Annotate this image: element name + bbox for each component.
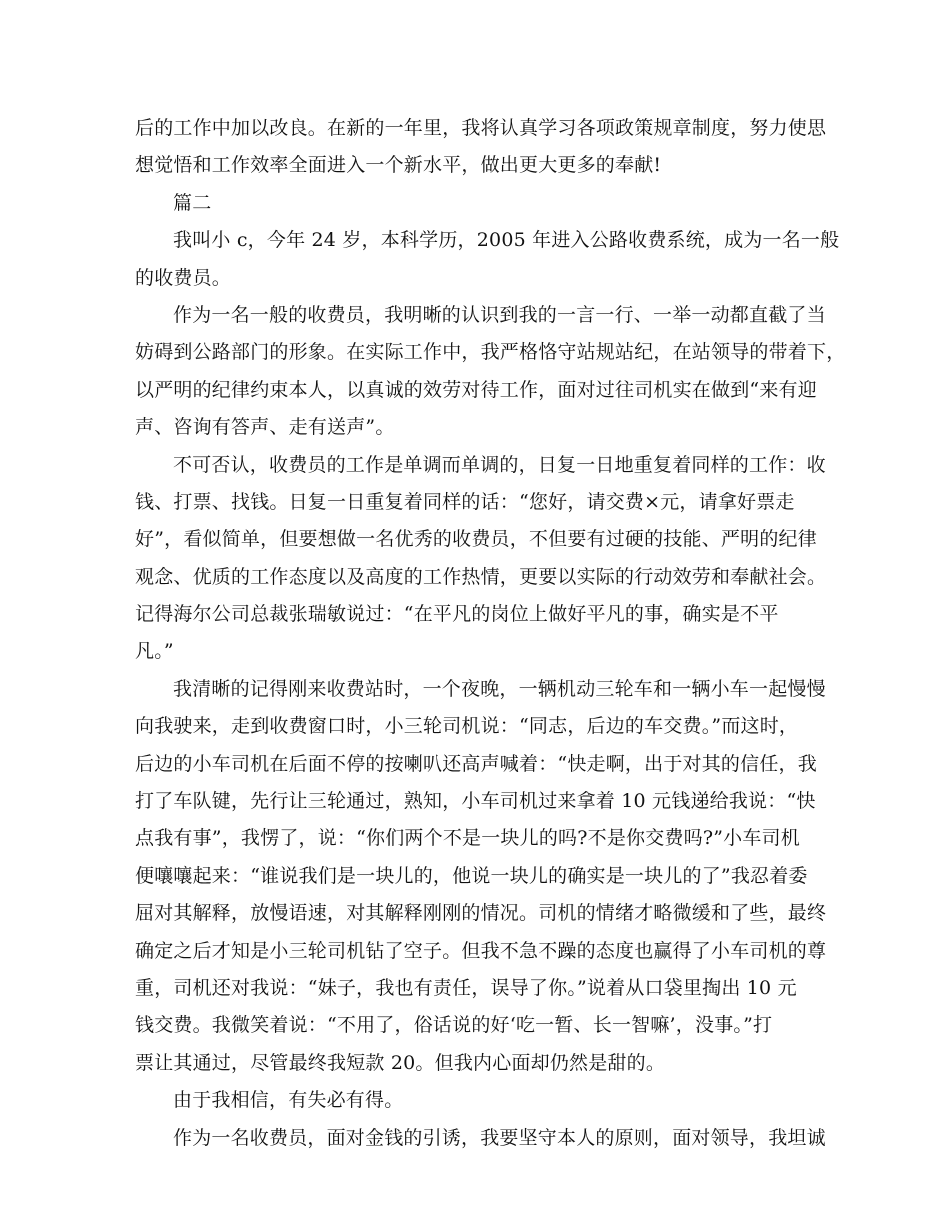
text-line: 声、咨询有答声、走有送声”。 (135, 416, 395, 439)
text-line: 的收费员。 (135, 266, 232, 289)
text-line: 由于我相信，有失必有得。 (173, 1089, 404, 1112)
text-line: 便嚷嚷起来：“谁说我们是一块儿的，他说一块儿的确实是一块儿的了”我忍着委 (135, 864, 808, 887)
text-line: 钱、打票、找钱。日复一日重复着同样的话：“您好，请交费×元，请拿好票走 (135, 490, 795, 513)
text-line: 后的工作中加以改良。在新的一年里，我将认真学习各项政策规章制度，努力使思 (135, 117, 827, 139)
text-line: 想觉悟和工作效率全面进入一个新水平，做出更大更多的奉献! (135, 154, 662, 177)
text-line: 妨碍到公路部门的形象。在实际工作中，我严格恪守站规站纪，在站领导的带着下， (135, 341, 846, 364)
text-line: 后边的小车司机在后面不停的按喇叭还高声喊着：“快走啊，出于对其的信任，我 (135, 752, 817, 775)
text-line: 记得海尔公司总裁张瑞敏说过：“在平凡的岗位上做好平凡的事，确实是不平 (135, 603, 779, 626)
text-line: 钱交费。我微笑着说：“不用了，俗话说的好‘吃一暂、长一智嘛’，没事。”打 (135, 1014, 773, 1037)
text-line: 点我有事”，我愣了，说：“你们两个不是一块儿的吗?不是你交费吗?”小车司机 (135, 827, 800, 850)
text-line: 我叫小 c，今年 24 岁，本科学历，2005 年进入公路收费系统，成为一名一般 (173, 229, 840, 252)
text-line: 票让其通过，尽管最终我短款 20。但我内心面却仍然是甜的。 (135, 1051, 666, 1074)
text-line: 打了车队键，先行让三轮通过，熟知，小车司机过来拿着 10 元钱递给我说：“快 (135, 790, 816, 813)
text-line: 确定之后才知是小三轮司机钻了空子。但我不急不躁的态度也赢得了小车司机的尊 (135, 939, 827, 962)
text-line: 我清晰的记得刚来收费站时，一个夜晚，一辆机动三轮车和一辆小车一起慢慢 (173, 677, 826, 700)
text-line: 向我驶来，走到收费窗口时，小三轮司机说：“同志，后边的车交费。”而这时， (135, 715, 799, 738)
text-line: 作为一名收费员，面对金钱的引诱，我要坚守本人的原则，面对领导，我坦诚 (173, 1126, 826, 1149)
text-line: 屈对其解释，放慢语速，对其解释刚刚的情况。司机的情绪才略微缓和了些，最终 (135, 902, 827, 925)
document-body (135, 110, 846, 1157)
text-line: 凡。” (135, 640, 174, 663)
text-line: 篇二 (173, 191, 212, 214)
text-line: 不可否认，收费员的工作是单调而单调的，日复一日地重复着同样的工作：收 (173, 453, 826, 476)
text-line: 观念、优质的工作态度以及高度的工作热情，更要以实际的行动效劳和奉献社会。 (135, 565, 827, 588)
text-line: 作为一名一般的收费员，我明晰的认识到我的一言一行、一举一动都直截了当 (173, 303, 826, 326)
text-line: 好”，看似简单，但要想做一名优秀的收费员，不但要有过硬的技能、严明的纪律 (135, 528, 817, 551)
text-line: 以严明的纪律约束本人，以真诚的效劳对待工作，面对过往司机实在做到“来有迎 (135, 378, 817, 401)
text-line: 重，司机还对我说：“妹子，我也有责任，误导了你。”说着从口袋里掏出 10 元 (135, 976, 797, 999)
